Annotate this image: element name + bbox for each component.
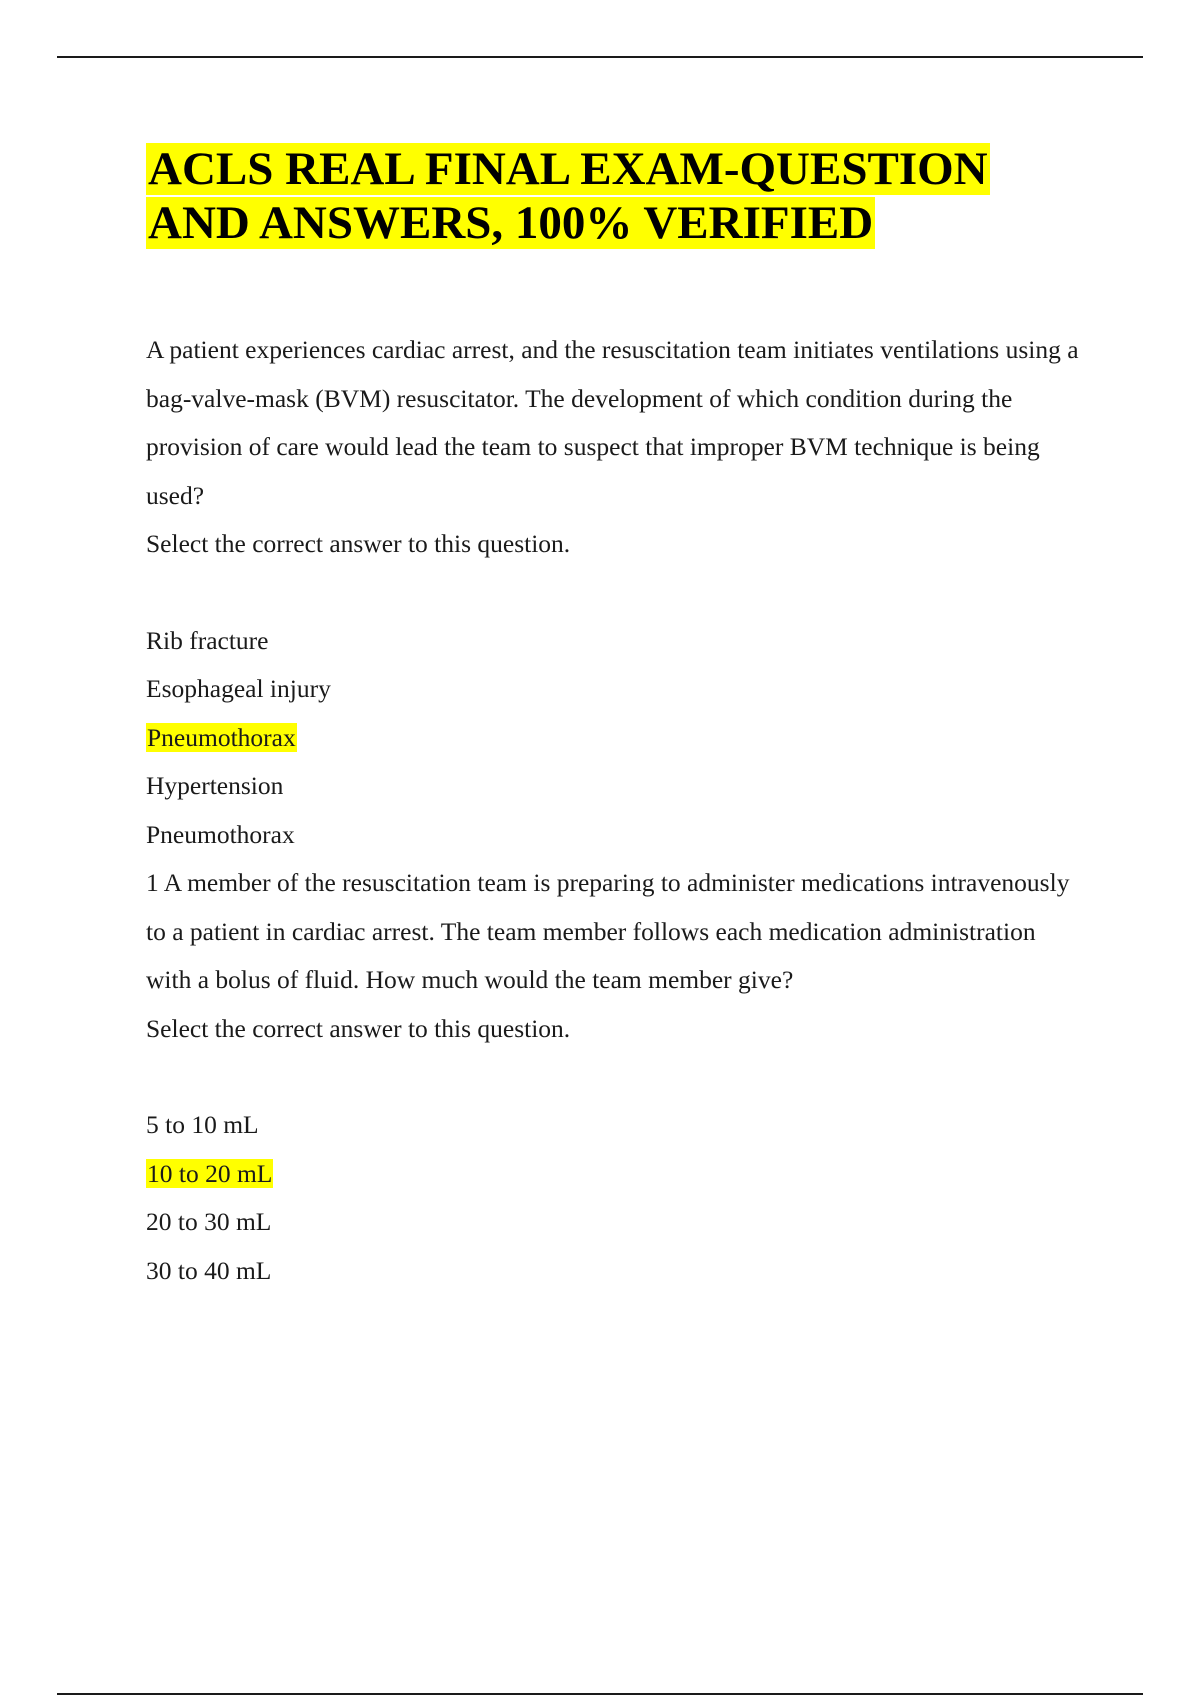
question-1-option-2 <box>146 665 1086 714</box>
option-label: 30 to 40 mL <box>146 1255 272 1285</box>
question-2-option-1 <box>146 1101 1086 1150</box>
highlighted-answer: 10 to 20 mL <box>147 1158 273 1188</box>
document-title <box>146 142 1086 250</box>
question-1-option-3-correct <box>146 714 1086 763</box>
question-2-option-2-correct <box>146 1150 1086 1199</box>
question-2-instruction: Select the correct answer to this question. <box>146 1013 571 1043</box>
document-content <box>146 142 1086 1295</box>
highlighted-answer: Pneumothorax <box>147 722 296 752</box>
option-label: Rib fracture <box>146 625 269 655</box>
question-2-option-3 <box>146 1198 1086 1247</box>
bottom-rule <box>57 1693 1143 1695</box>
top-rule <box>57 56 1143 58</box>
question-2-option-4 <box>146 1247 1086 1296</box>
question-2-text: 1 A member of the resuscitation team is preparing to administer medications intravenously to a patient in cardiac arrest. The team member follows each medication administration with a bolus of fluid. How much would the team member give? <box>146 868 1070 994</box>
option-label: 5 to 10 mL <box>146 1110 259 1139</box>
title-line-1: ACLS REAL FINAL EXAM-QUESTION <box>148 143 988 195</box>
title-line-2: AND ANSWERS, 100% VERIFIED <box>148 197 874 249</box>
question-block-1 <box>146 326 1086 859</box>
question-1-text: A patient experiences cardiac arrest, and the resuscitation team initiates ventilations using a bag-valve-mask (BVM) resuscitator. The development of which condition during the provision of care would lead the team to suspect that improper BVM technique is being used? <box>146 335 1079 510</box>
question-block-2 <box>146 859 1086 1295</box>
question-1-option-4 <box>146 762 1086 811</box>
answer-label: Pneumothorax <box>146 819 295 849</box>
question-1-instruction: Select the correct answer to this question. <box>146 529 571 558</box>
option-label: Hypertension <box>146 771 284 800</box>
question-1-option-1 <box>146 617 1086 666</box>
title-block <box>146 142 1086 260</box>
question-1-answer <box>146 811 1086 860</box>
option-label: 20 to 30 mL <box>146 1207 272 1236</box>
option-label: Esophageal injury <box>146 674 331 703</box>
